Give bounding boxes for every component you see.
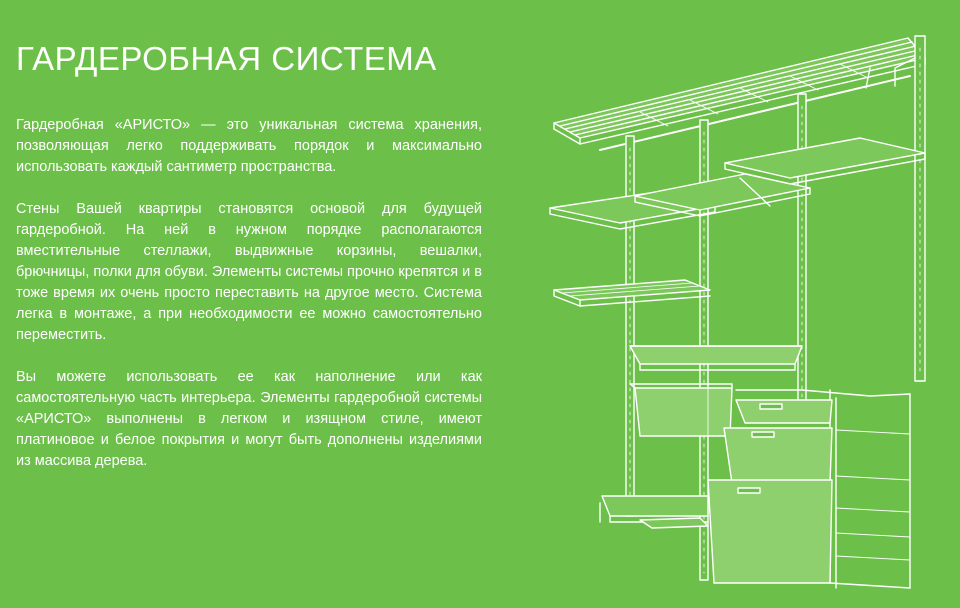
page-title: ГАРДЕРОБНАЯ СИСТЕМА — [16, 40, 437, 77]
drawer-unit — [708, 390, 910, 588]
description-text — [16, 115, 482, 493]
wire-rack — [554, 280, 710, 306]
paragraph-style: Вы можете использовать ее как наполнение или как самостоятельную часть интерьера. Элементы гардеробной системы «АРИСТО» выполнены в легком и изящном стиле, имеют платиновое и белое покрытия и могут быть дополнены изделиями из массива дерева. — [16, 369, 482, 469]
paragraph-intro: Гардеробная «АРИСТО» — это уникальная система хранения, позволяющая легко поддерживать порядок и максимально использовать каждый сантиметр пространства. — [16, 117, 482, 175]
bottom-trays — [600, 496, 708, 528]
left-basket — [630, 384, 732, 436]
paragraph-walls: Стены Вашей квартиры становятся основой для будущей гардеробной. На ней в нужном порядке располагаются вместительные стеллажи, выдвижные корзины, вешалки, брючницы, полки для обуви. Элементы системы прочно крепятся и в тоже время их очень просто переставить на другое место. Система легка в монтаже, а при необходимости ее можно самостоятельно переместить. — [16, 201, 482, 343]
wardrobe-system-illustration — [540, 28, 950, 598]
middle-shelves — [550, 138, 925, 229]
top-wire-shelf — [554, 38, 925, 150]
upper-basket — [630, 346, 802, 370]
